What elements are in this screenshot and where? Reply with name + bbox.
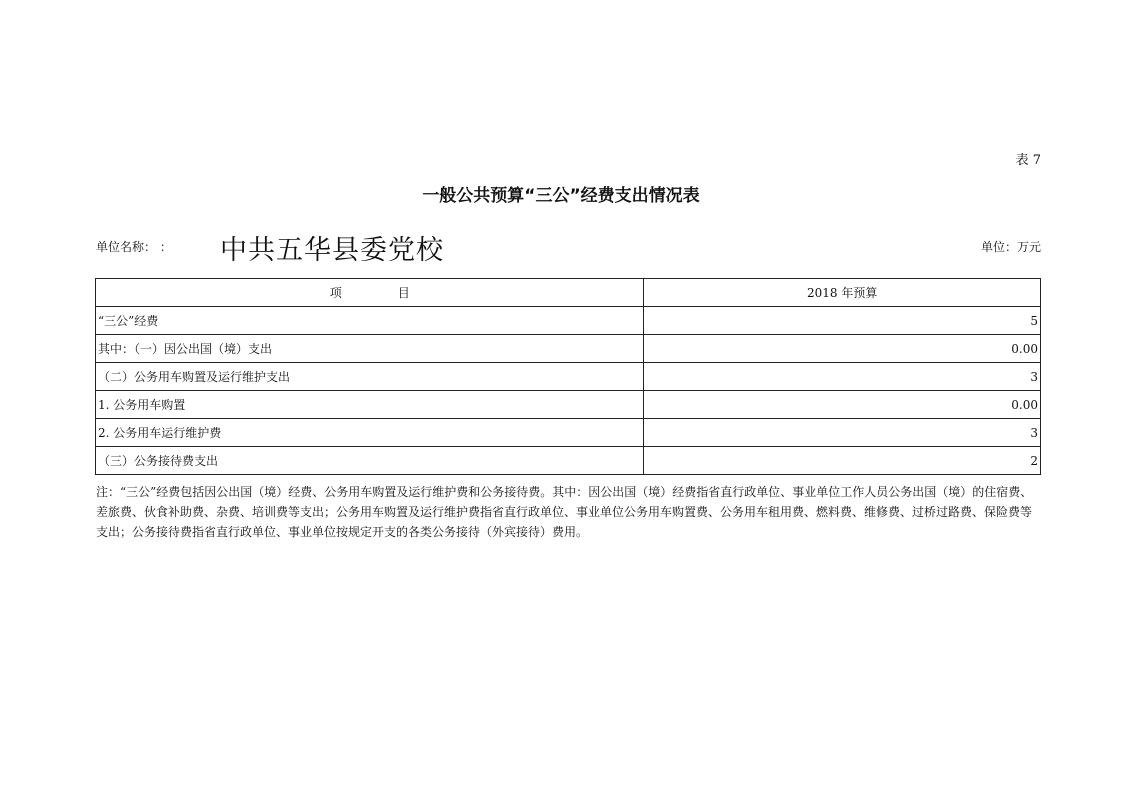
row-label: （三）公务接待费支出 (96, 447, 644, 475)
row-value: 3 (644, 363, 1041, 391)
row-label: 2. 公务用车运行维护费 (96, 419, 644, 447)
table-row (96, 419, 1041, 447)
table-row (96, 447, 1041, 475)
header-item-char-2: 目 (397, 286, 410, 300)
budget-table (95, 278, 1041, 475)
row-label: （二）公务用车购置及运行维护支出 (96, 363, 644, 391)
table-row (96, 335, 1041, 363)
row-label: 1. 公务用车购置 (96, 391, 644, 419)
page-title: 一般公共预算“三公”经费支出情况表 (422, 186, 700, 206)
unit-label: 单位：万元 (980, 240, 1041, 254)
footnote: 注：“三公”经费包括因公出国（境）经费、公务用车购置及运行维护费和公务接待费。其中：因公出国（境）经费指省直行政单位、事业单位工作人员公务出国（境）的住宿费、差旅费、伙食补助费、杂费、培训费等支出；公务用车购置及运行维护费指省直行政单位、事业单位公务用车购置费、公务用车租用费、燃料费、维修费、过桥过路费、保险费等支出；公务接待费指省直行政单位、事业单位按规定开支的各类公务接待（外宾接待）费用。 (96, 485, 1033, 539)
row-value: 3 (644, 419, 1041, 447)
row-value: 0.00 (644, 335, 1041, 363)
table-row (96, 391, 1041, 419)
header-item-char-1: 项 (329, 286, 342, 300)
table-row (96, 363, 1041, 391)
header-budget-2018: 2018 年预算 (644, 279, 1041, 307)
row-value: 0.00 (644, 391, 1041, 419)
row-label: “三公”经费 (96, 307, 644, 335)
table-number: 表 7 (1015, 153, 1041, 168)
row-value: 5 (644, 307, 1041, 335)
table-header-row (96, 279, 1041, 307)
row-value: 2 (644, 447, 1041, 475)
unit-name-label: 单位名称： ： (96, 240, 172, 254)
unit-name-value: 中共五华县委党校 (220, 235, 444, 266)
header-item (96, 279, 644, 307)
row-label: 其中：（一）因公出国（境）支出 (96, 335, 644, 363)
table-row (96, 307, 1041, 335)
